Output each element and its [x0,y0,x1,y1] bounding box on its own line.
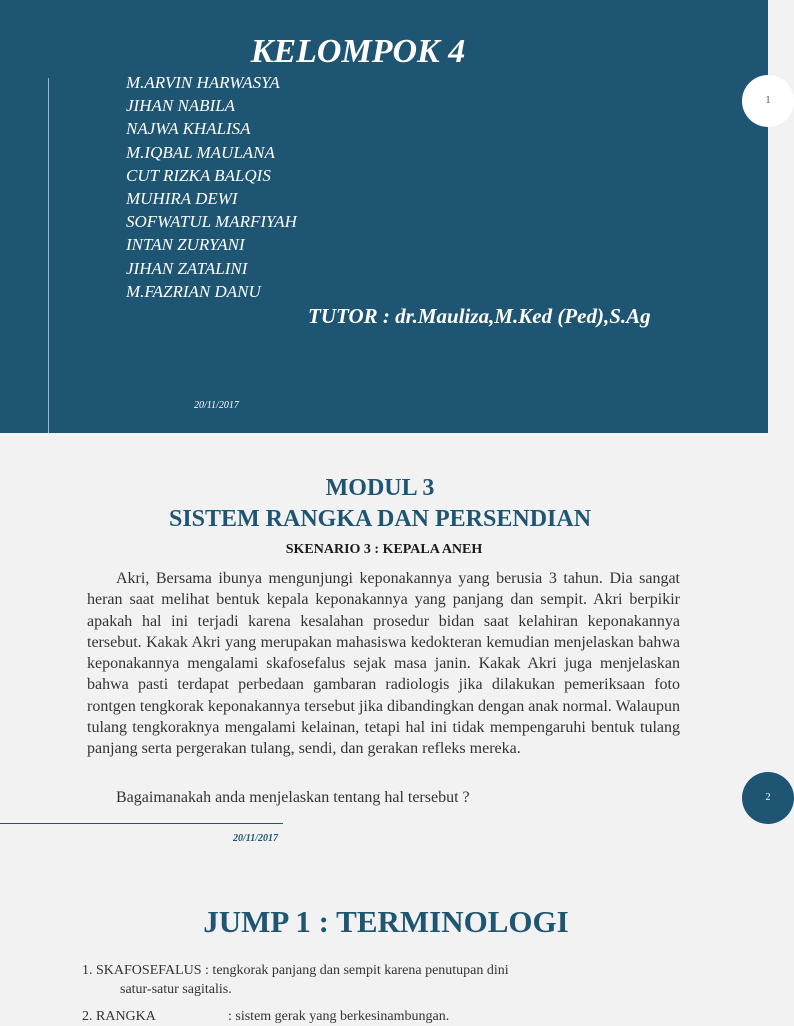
term: RANGKA [96,1009,156,1024]
group-title: KELOMPOK 4 [250,33,466,70]
member-name: M.ARVIN HARWASYA [126,73,280,92]
term-definition: : tengkorak panjang dan sempit karena penutupan dini [201,963,509,978]
tutor-line: TUTOR : dr.Mauliza,M.Ked (Ped),S.Ag [308,304,651,328]
item-number: 2. [82,1009,93,1024]
scenario-question: Bagaimanakah anda menjelaskan tentang hal tersebut ? [116,789,470,806]
member-name: CUT RIZKA BALQIS [126,165,271,185]
slide-1 [0,0,768,433]
member-name: M.IQBAL MAULANA [126,142,275,162]
module-title: MODUL 3 [325,475,435,501]
scenario-paragraph: Akri, Bersama ibunya mengunjungi keponakannya yang berusia 3 tahun. Dia sangat heran saat melihat bentuk kepala keponakannya yang panjang dan sempit. Akri berpikir apakah hal ini terjadi karena kesalahan prosedur bidan saat kelahiran keponakannya tersebut. Kakak Akri yang merupakan mahasiswa kedokteran kemudian menjelaskan bahwa keponakannya mengalami skafosefalus sejak masa janin. Kakak Akri juga menjelaskan bahwa pasti terdapat perbedaan gambaran radiologis jika dilakukan pemeriksaan foto rontgen tengkorak keponakannya tersebut jika dibandingkan dengan anak normal. Walaupun tulang tengkoraknya mengalami kelainan, tetapi hal ini tidak mempengaruhi bentuk tulang panjang serta pergerakan tulang, sendi, dan gerakan refleks mereka. [87,570,680,758]
list-item [82,1007,622,1026]
terminology-title: JUMP 1 : TERMINOLOGI [203,904,569,939]
item-number: 1. [82,963,93,978]
terminology-list [82,961,622,1026]
slide-date: 20/11/2017 [194,400,239,411]
term-definition-continued: satur-satur sagitalis. [120,982,232,997]
member-name: NAJWA KHALISA [126,119,251,139]
term: SKAFOSEFALUS [96,963,202,978]
member-name: SOFWATUL MARFIYAH [126,212,297,232]
vertical-divider [48,78,49,433]
module-subtitle: SISTEM RANGKA DAN PERSENDIAN [168,506,592,532]
member-name: JIHAN NABILA [126,96,236,116]
list-item [82,961,622,999]
member-name: INTAN ZURYANI [126,235,245,255]
footer-divider [0,823,283,824]
member-name: JIHAN ZATALINI [126,258,248,278]
member-name: M.FAZRIAN DANU [126,281,261,301]
member-name: MUHIRA DEWI [126,188,238,208]
term-definition: : sistem gerak yang berkesinambungan. [228,1009,450,1024]
member-list [126,71,297,303]
slide-date: 20/11/2017 [233,833,279,844]
scenario-heading: SKENARIO 3 : KEPALA ANEH [285,542,483,557]
page-number-badge: 1 [742,75,794,127]
page-number-badge: 2 [742,772,794,824]
